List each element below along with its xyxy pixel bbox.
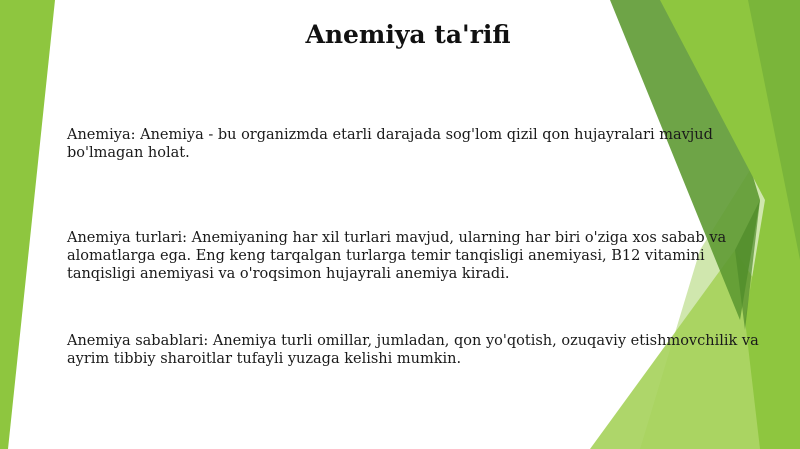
left-green-stripe [0, 0, 55, 449]
causes-paragraph: Anemiya sabablari: Anemiya turli omillar, jumladan, qon yo'qotish, ozuqaviy etishmovchilik va ayrim tibbiy sharoitlar tufayli yuzaga kelishi mumkin. [67, 333, 759, 367]
definition-paragraph: Anemiya: Anemiya - bu organizmda etarli darajada sog'lom qizil qon hujayralari mavjud bo'lmagan holat. [67, 127, 713, 161]
slide-title: Anemiya ta'rifi [305, 20, 511, 49]
types-paragraph: Anemiya turlari: Anemiyaning har xil turlari mavjud, ularning har biri o'ziga xos sabab va alomatlarga ega. Eng keng tarqalgan turlarga temir tanqisligi anemiyasi, B12 vitamini tanqisligi anemiyasi va o'roqsimon hujayrali anemiya kiradi. [67, 230, 727, 282]
